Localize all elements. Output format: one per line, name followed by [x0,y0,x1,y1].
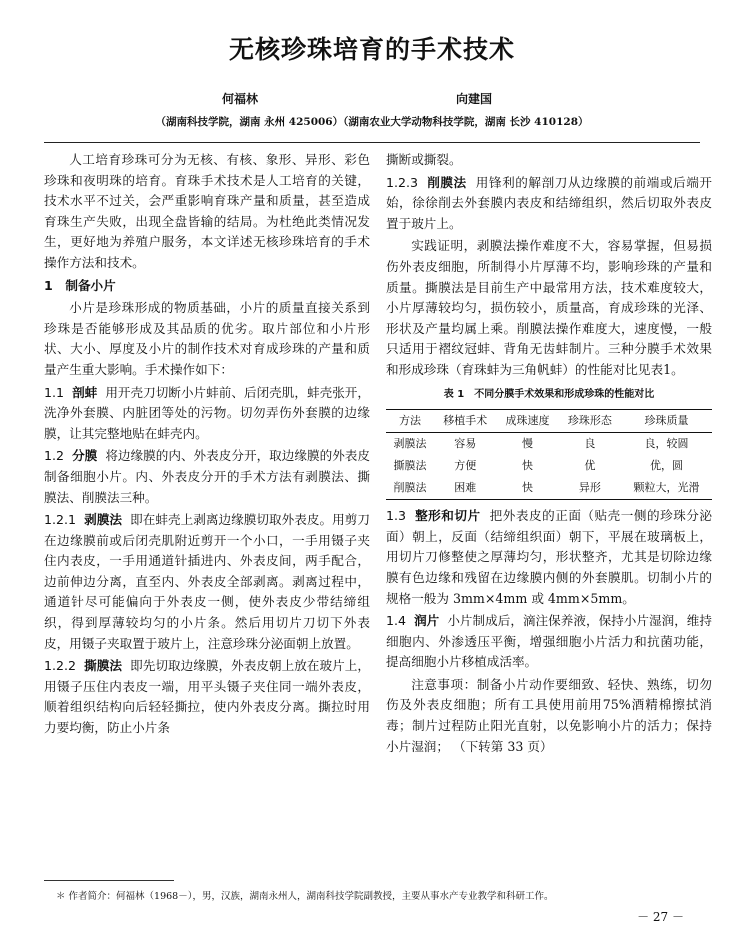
continued-note: （下转第 33 页） [452,738,553,754]
section-keyword: 撕膜法 [84,658,123,674]
table-cell: 困难 [454,481,477,495]
table-cell: 颗粒大，光滑 [633,481,700,495]
section-text: 用开壳刀切断小片蚌前、后闭壳肌，蚌壳张开，洗净外套膜、内脏团等处的污物。切勿弄伤外套膜的边缘膜，让其完整地贴在蚌壳内。 [44,384,370,441]
continued-text: 撕断或撕裂。 [386,152,462,167]
section-1-2 [44,446,370,508]
affiliations: （湖南科技学院，湖南 永州 425006）（湖南农业大学动物科技学院，湖南 长沙 410128） [155,116,589,128]
section-number: 1.2.3 [386,174,419,190]
section-number: 1.3 [386,508,407,524]
comparison-paragraph: 实践证明，剥膜法操作难度不大，容易掌握，但易损伤外表皮细胞，所制得小片厚薄不均，影响珍珠的产量和质量。撕膜法是目前生产中最常用方法，技术难度较大，小片厚薄较均匀，损伤较小，质量高，育成珍珠的光泽、形状及产量均属上乘。削膜法操作难度大，速度慢，一般只适用于褶纹冠蚌、背角无齿蚌制片。三种分膜手术效果和形成珍珠（育珠蚌为三角帆蚌）的性能对比见表1。 [386,238,712,377]
section-text: 用锋利的解剖刀从边缘膜的前端或后端开始，徐徐削去外套膜内表皮和结缔组织，然后切取外表皮置于玻片上。 [386,174,713,231]
section-keyword: 整形和切片 [415,508,481,524]
section-1-paragraph: 小片是珍珠形成的物质基础，小片的质量直接关系到珍珠是否能够形成及其品质的优劣。取片部位和小片形状、大小、厚度及小片的制作技术对育成珍珠的产量和质量产生重大影响。手术操作如下： [44,300,370,377]
table-cell: 异形 [578,481,601,495]
section-number: 1.4 [386,613,407,629]
section-1-4 [386,611,712,673]
table-caption: 表 1 不同分膜手术效果和形成珍珠的性能对比 [443,388,655,400]
section-keyword: 润片 [414,613,440,629]
table-header-cell: 珍珠质量 [644,414,689,428]
table-header-cell: 成珠速度 [505,414,550,428]
author-2: 向建国 [456,92,493,106]
section-1-heading: 1 制备小片 [44,277,116,293]
table-header-cell: 移植手术 [443,414,488,428]
section-text: 把外表皮的正面（贴壳一侧的珍珠分泌面）朝上，反面（结缔组织面）朝下，平展在玻璃板上，用切片刀修整使之厚薄均匀，形状整齐，尤其是切除边缘膜有色边缘和残留在边缘膜内侧的外套膜肌。切制小片的规格一般为 3mm×4mm 或 4mm×5mm。 [386,508,713,606]
section-keyword: 分膜 [72,448,98,464]
article-title: 无核珍珠培育的手术技术 [228,35,515,64]
page-number: － 27 － [637,910,684,924]
section-number: 1.1 [44,384,65,400]
table-cell: 良，较圆 [644,437,689,451]
section-1-2-1 [44,510,370,654]
table-cell: 方便 [454,459,477,473]
section-keyword: 削膜法 [427,174,467,190]
section-text: 即先切取边缘膜，外表皮朝上放在玻片上，用镊子压住内表皮一端，用平头镊子夹住同一端外表皮，顺着组织结构向后轻轻撕拉，使内外表皮分离。撕拉时用力要均衡，防止小片条 [44,658,370,736]
author-footnote: ＊ 作者简介：何福林（1968－），男，汉族，湖南永州人，湖南科技学院副教授，主要从事水产专业教学和科研工作。 [56,891,554,902]
section-keyword: 剖蚌 [72,384,98,400]
footnote-rule [44,880,174,881]
table-cell: 优，圆 [650,459,684,473]
right-column [386,150,712,759]
section-text: 将边缘膜的内、外表皮分开，取边缘膜的外表皮制备细胞小片。内、外表皮分开的手术方法有剥膜法、撕膜法、削膜法三种。 [44,448,370,505]
comparison-table [386,409,712,500]
section-text: 即在蚌壳上剥离边缘膜切取外表皮。用剪刀在边缘膜前或后闭壳肌附近剪开一个小口，一手用镊子夹住内表皮，一手用通道针插进内、外表皮间，两手配合，边前伸边分离，直至内、外表皮全部剥离。剥离过程中，通道针尽可能偏向于外表皮一侧，使外表皮少带结缔组织，得到厚薄较均匀的小片条。然后用切片刀切下外表皮，用镊子夹取置于玻片上，注意珍珠分泌面朝上放置。 [44,512,370,651]
table-cell: 快 [522,481,534,495]
section-text: 小片制成后，滴注保养液，保持小片湿润，维持细胞内、外渗透压平衡，增强细胞小片活力和抗菌功能，提高细胞小片移植成活率。 [386,613,712,670]
table-header-cell: 方法 [399,414,422,428]
header-rule [44,142,700,143]
table-cell: 容易 [454,437,477,451]
section-number: 1.2.2 [44,658,77,674]
left-column [44,150,370,741]
section-number: 1.2 [44,448,65,464]
section-keyword: 剥膜法 [84,512,123,528]
section-1-1 [44,383,370,445]
table-cell: 撕膜法 [393,459,427,473]
table-row [386,433,712,456]
table-cell: 剥膜法 [393,437,427,451]
intro-paragraph: 人工培育珍珠可分为无核、有核、象形、异形、彩色珍珠和夜明珠的培育。育珠手术技术是人工培育的关键，技术水平不过关，会严重影响育珠产量和质量，甚至造成育珠生产失败，出现全盘皆输的结局。为杜绝此类情况发生，更好地为养殖户服务，本文详述无核珍珠培育的手术操作方法和技术。 [44,152,370,270]
notes-paragraph [386,675,712,757]
table-row [386,455,712,477]
section-1-2-3 [386,173,712,235]
table-header-cell: 珍珠形态 [567,414,612,428]
section-number: 1.2.1 [44,512,77,528]
table-cell: 削膜法 [393,481,427,495]
section-1-3 [386,506,712,609]
table-cell: 快 [522,459,534,473]
author-1: 何福林 [222,92,259,106]
table-header-row [386,410,712,433]
table-cell: 良 [584,437,596,451]
table-cell: 优 [584,459,596,473]
table-row [386,477,712,500]
table-cell: 慢 [522,437,534,451]
notes-text: 注意事项：制备小片动作要细致、轻快、熟练，切勿伤及外表皮细胞；所有工具使用前用75%酒精棉擦拭消毒；制片过程防止阳光直射，以免影响小片的活力；保持小片湿润； [386,676,712,754]
section-1-2-2 [44,656,370,738]
